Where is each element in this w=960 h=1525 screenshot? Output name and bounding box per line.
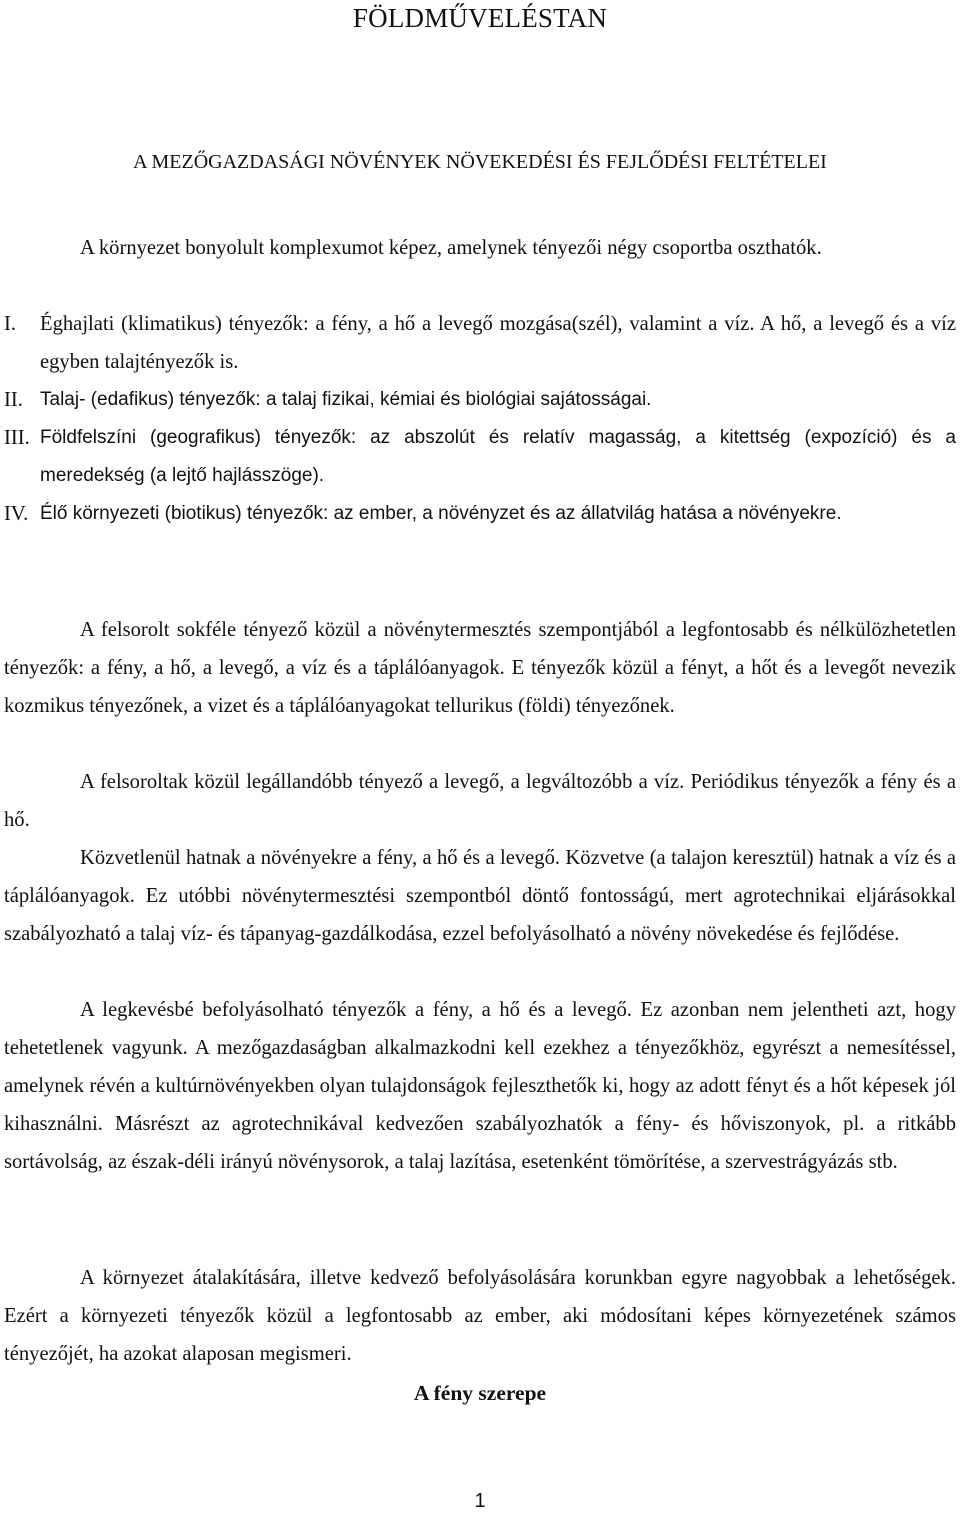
factor-number: I. [4, 313, 17, 335]
page-number: 1 [474, 1490, 486, 1512]
factor-item-2 [4, 381, 956, 419]
document-subtitle: A MEZŐGAZDASÁGI NÖVÉNYEK NÖVEKEDÉSI ÉS FEJLŐDÉSI FELTÉTELEI [133, 151, 827, 173]
intro-paragraph: A környezet bonyolult komplexumot képez, amelynek tényezői négy csoportba oszthatók. [80, 237, 822, 259]
factor-text: Talaj- (edafikus) tényezők: a talaj fizikai, kémiai és biológiai sajátosságai. [40, 389, 652, 410]
factor-number: IV. [4, 503, 29, 525]
factor-item-4 [4, 495, 956, 533]
factor-text: Élő környezeti (biotikus) tényezők: az ember, a növényzet és az állatvilág hatása a növényekre. [40, 503, 842, 524]
factor-text: Éghajlati (klimatikus) tényezők: a fény, a hő a levegő mozgása(szél), valamint a víz. A hő, a levegő és a víz egyben talajtényezők is. [40, 313, 956, 373]
body-paragraph-2: A felsoroltak közül legállandóbb tényező a levegő, a legváltozóbb a víz. Periódikus tényezők a fény és a hő. [4, 771, 956, 831]
body-paragraph-4: A legkevésbé befolyásolható tényezők a fény, a hő és a levegő. Ez azonban nem jelentheti azt, hogy tehetetlenek vagyunk. A mezőgazdaságban alkalmazkodni kell ezekhez a tényezőkhöz, egyrészt a nemesítéssel, amelynek révén a kultúrnövényekben olyan tulajdonságok fejleszthetők ki, hogy az adott fényt és a hőt képesek jól kihasználni. Másrészt az agrotechnikával kedvezően szabályozhatók a fény- és hőviszonyok, pl. a ritkább sortávolság, az észak-déli irányú növénysorok, a talaj lazítása, esetenként tömörítése, a szervestrágyázás stb. [4, 999, 956, 1173]
factor-number: III. [4, 427, 30, 449]
section-heading: A fény szerepe [413, 1381, 547, 1405]
body-paragraph-5: A környezet átalakítására, illetve kedvező befolyásolására korunkban egyre nagyobbak a lehetőségek. Ezért a környezeti tényezők közül a legfontosabb az ember, aki módosítani képes környezetének számos tényezőjét, ha azokat alaposan megismeri. [4, 1267, 956, 1365]
document-title: FÖLDMŰVELÉSTAN [352, 3, 608, 33]
body-paragraph-3: Közvetlenül hatnak a növényekre a fény, a hő és a levegő. Közvetve (a talajon keresztül) hatnak a víz és a táplálóanyagok. Ez utóbbi növénytermesztési szempontból döntő fontosságú, mert agrotechnikai eljárásokkal szabályozható a talaj víz- és tápanyag-gazdálkodása, ezzel befolyásolható a növény növekedése és fejlődése. [4, 847, 956, 945]
factor-number: II. [4, 389, 23, 411]
factor-item-3 [4, 419, 956, 495]
factor-text: Földfelszíni (geografikus) tényezők: az abszolút és relatív magasság, a kitettség (expozíció) és a meredekség (a lejtő hajlásszöge). [40, 427, 956, 486]
factor-item-1 [4, 305, 956, 381]
body-paragraph-1: A felsorolt sokféle tényező közül a növénytermesztés szempontjából a legfontosabb és nélkülözhetetlen tényezők: a fény, a hő, a levegő, a víz és a táplálóanyagok. E tényezők közül a fényt, a hőt és a levegőt nevezik kozmikus tényezőnek, a vizet és a táplálóanyagokat tellurikus (földi) tényezőnek. [4, 619, 956, 717]
